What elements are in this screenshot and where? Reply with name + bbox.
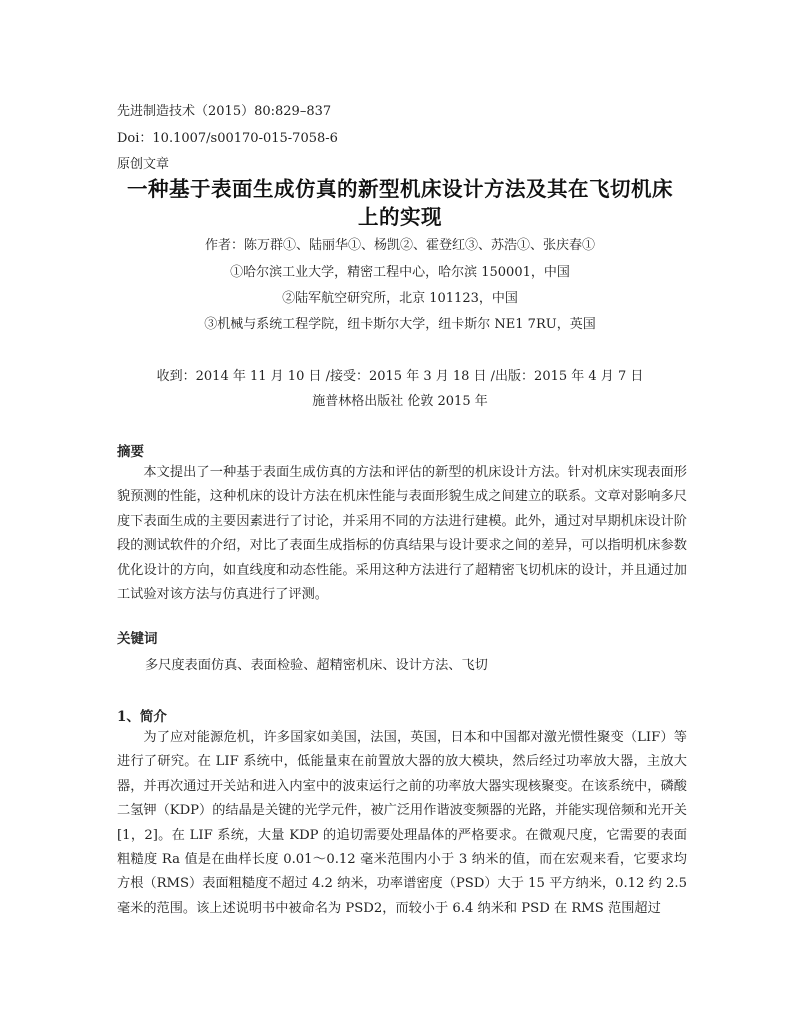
abstract-heading: 摘要 bbox=[117, 444, 144, 460]
doi-line: Doi：10.1007/s00170-015-7058-6 bbox=[117, 131, 338, 146]
journal-citation: 先进制造技术（2015）80:829–837 bbox=[117, 104, 332, 119]
section-1-text: 为了应对能源危机，许多国家如美国，法国，英国，日本和中国都对激光惯性聚变（LIF）等进行了研究。在 LIF 系统中，低能量束在前置放大器的放大模块，然后经过功率放大器，主放大器，并再次通过开关站和进入内室中的波束运行之前的功率放大器实现核聚变。在该系统中，磷酸二氢钾（KDP）的结晶是关键的光学元件，被广泛用作谐波变频器的光路，并能实现倍频和光开关[1，2]。在 LIF 系统，大量 KDP 的追切需要处理晶体的严格要求。在微观尺度，它需要的表面粗糙度 Ra 值是在曲样长度 0.01～0.12 毫米范围内小于 3 纳米的值，而在宏观来看，它要求均方根（RMS）表面粗糙度不超过 4.2 纳米，功率谱密度（PSD）大于 15 平方纳米，0.12 约 2.5 毫米的范围。该上述说明书中被命名为 PSD2，而较小于 6.4 纳米和 PSD 在 RMS 范围超过 bbox=[117, 730, 687, 916]
authors: 作者：陈万群①、陆丽华①、杨凯②、霍登红③、苏浩①、张庆春① bbox=[204, 238, 595, 253]
affiliation-1: ①哈尔滨工业大学，精密工程中心，哈尔滨 150001，中国 bbox=[230, 265, 570, 280]
section-1-heading: 1、简介 bbox=[117, 709, 167, 725]
article-type: 原创文章 bbox=[117, 157, 170, 172]
paper-title-line-1: 一种基于表面生成仿真的新型机床设计方法及其在飞切机床 bbox=[127, 177, 673, 201]
affiliation-2: ②陆军航空研究所，北京 101123，中国 bbox=[282, 291, 518, 306]
publication-dates: 收到：2014 年 11 月 10 日 /接受：2015 年 3 月 18 日 /出版：2015 年 4 月 7 日 bbox=[156, 369, 644, 384]
abstract-text: 本文提出了一种基于表面生成仿真的方法和评估的新型的机床设计方法。针对机床实现表面形貌预测的性能，这种机床的设计方法在机床性能与表面形貌生成之间建立的联系。文章对影响多尺度下表面生成的主要因素进行了讨论，并采用不同的方法进行建模。此外，通过对早期机床设计阶段的测试软件的介绍，对比了表面生成指标的仿真结果与设计要求之间的差异，可以指明机床参数优化设计的方向，如直线度和动态性能。采用这种方法进行了超精密飞切机床的设计，并且通过加工试验对该方法与仿真进行了评测。 bbox=[117, 465, 687, 603]
keywords-heading: 关键词 bbox=[117, 631, 158, 647]
keywords-text: 多尺度表面仿真、表面检验、超精密机床、设计方法、飞切 bbox=[145, 658, 488, 673]
paper-title-line-2: 上的实现 bbox=[358, 205, 442, 229]
publisher: 施普林格出版社 伦敦 2015 年 bbox=[312, 394, 488, 409]
affiliation-3: ③机械与系统工程学院，纽卡斯尔大学，纽卡斯尔 NE1 7RU，英国 bbox=[204, 317, 596, 332]
